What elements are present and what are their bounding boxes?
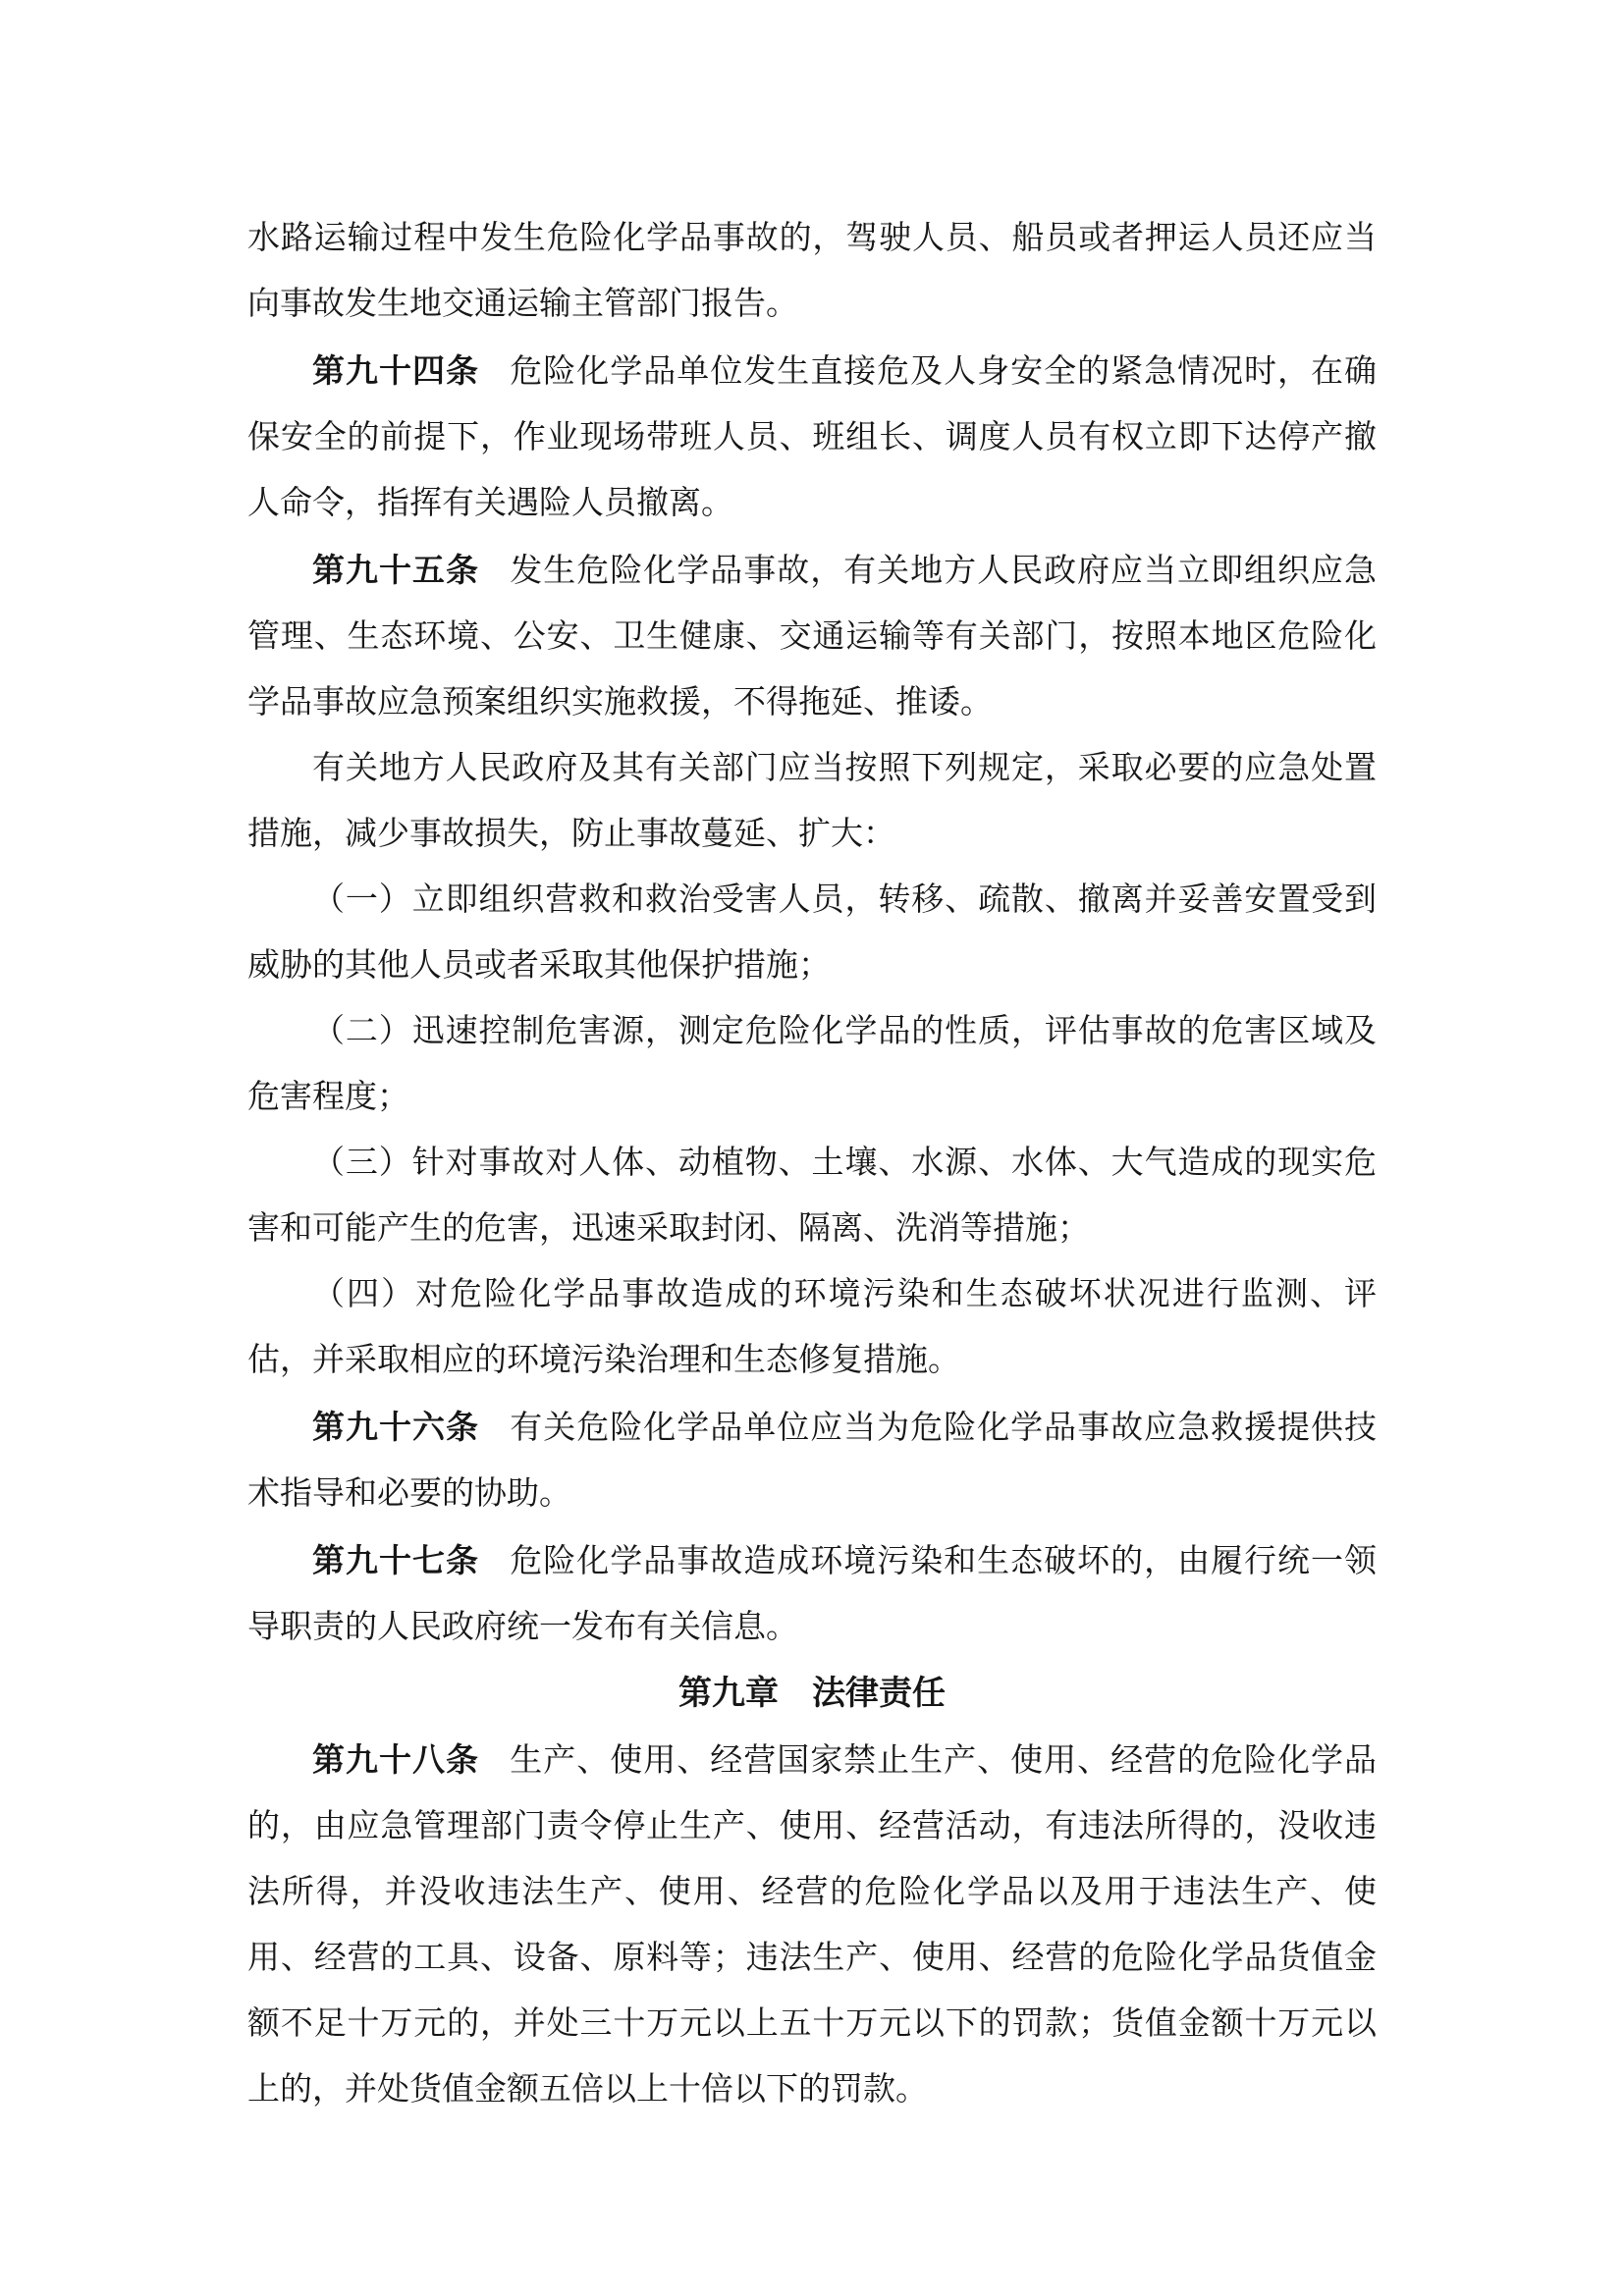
body-paragraph [247, 1262, 1377, 1394]
paragraph-text: （三）针对事故对人体、动植物、土壤、水源、水体、大气造成的现实危害和可能产生的危害，迅速采取封闭、隔离、洗消等措施； [247, 1146, 1377, 1247]
paragraph-text: （四）对危险化学品事故造成的环境污染和生态破坏状况进行监测、评估，并采取相应的环境污染治理和生态修复措施。 [247, 1277, 1377, 1378]
article-paragraph [247, 1727, 1377, 2123]
paragraph-text: 有关危险化学品单位应当为危险化学品事故应急救援提供技术指导和必要的协助。 [247, 1411, 1378, 1512]
paragraph-text: （一）立即组织营救和救治受害人员，转移、疏散、撤离并妥善安置受到威胁的其他人员或者采取其他保护措施； [247, 882, 1377, 984]
document-body [247, 206, 1377, 2123]
body-paragraph [247, 868, 1377, 999]
paragraph-text: 有关地方人民政府及其有关部门应当按照下列规定，采取必要的应急处置措施，减少事故损失，防止事故蔓延、扩大： [247, 751, 1377, 852]
paragraph-text: 危险化学品单位发生直接危及人身安全的紧急情况时，在确保安全的前提下，作业现场带班人员、班组长、调度人员有权立即下达停产撤人命令，指挥有关遇险人员撤离。 [247, 354, 1378, 521]
paragraph-text: 生产、使用、经营国家禁止生产、使用、经营的危险化学品的，由应急管理部门责令停止生产、使用、经营活动，有违法所得的，没收违法所得，并没收违法生产、使用、经营的危险化学品以及用于违法生产、使用、经营的工具、设备、原料等；违法生产、使用、经营的危险化学品货值金额不足十万元的，并处三十万元以上五十万元以下的罚款；货值金额十万元以上的，并处货值金额五倍以上十倍以下的罚款。 [247, 1743, 1378, 2108]
paragraph-text: （二）迅速控制危害源，测定危险化学品的性质，评估事故的危害区域及危害程度； [247, 1014, 1377, 1115]
chapter-title: 第九章 法律责任 [678, 1675, 946, 1712]
body-paragraph [247, 999, 1377, 1131]
article-paragraph [247, 1394, 1377, 1527]
article-number: 第九十四条 [312, 352, 479, 389]
body-paragraph [247, 736, 1377, 868]
article-paragraph [247, 537, 1377, 736]
body-paragraph [247, 206, 1377, 338]
paragraph-text: 水路运输过程中发生危险化学品事故的，驾驶人员、船员或者押运人员还应当向事故发生地交通运输主管部门报告。 [247, 221, 1377, 322]
article-paragraph [247, 1527, 1377, 1661]
article-number: 第九十七条 [312, 1542, 479, 1578]
article-number: 第九十八条 [312, 1741, 479, 1778]
paragraph-text: 发生危险化学品事故，有关地方人民政府应当立即组织应急管理、生态环境、公安、卫生健康、交通运输等有关部门，按照本地区危险化学品事故应急预案组织实施救援，不得拖延、推诿。 [247, 554, 1378, 721]
article-paragraph [247, 338, 1377, 537]
chapter-heading [247, 1661, 1377, 1727]
body-paragraph [247, 1131, 1377, 1262]
paragraph-text: 危险化学品事故造成环境污染和生态破坏的，由履行统一领导职责的人民政府统一发布有关信息。 [247, 1544, 1378, 1645]
article-number: 第九十六条 [312, 1409, 479, 1445]
article-number: 第九十五条 [312, 552, 479, 588]
